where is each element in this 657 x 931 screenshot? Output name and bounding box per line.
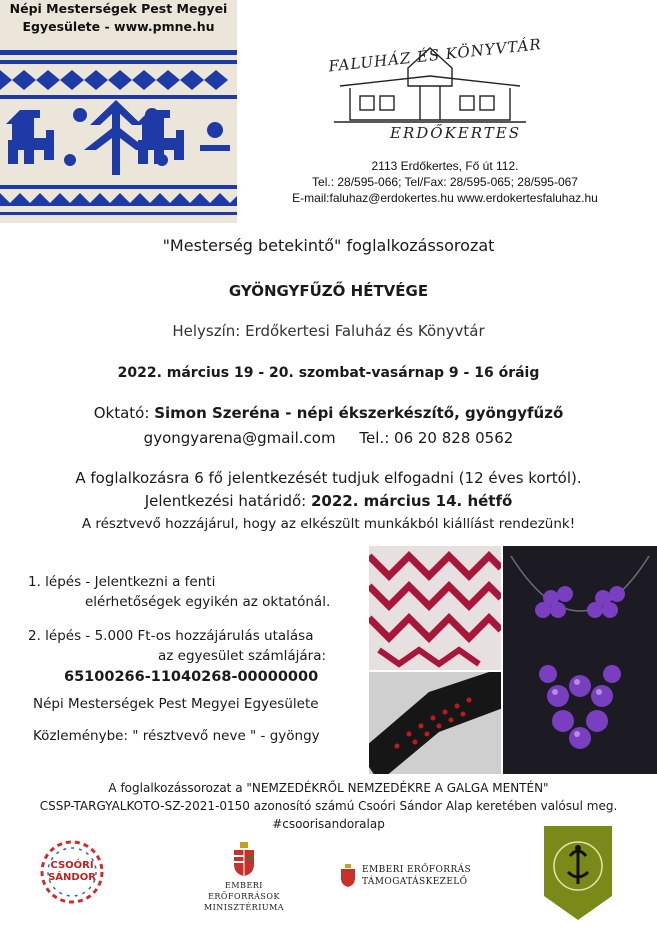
csoori-sandor-logo bbox=[38, 838, 106, 906]
instructor-label: Oktató: bbox=[93, 404, 155, 422]
photo-beaded-bracelet bbox=[369, 672, 501, 774]
capacity-text: A foglalkozásra 6 fő jelentkezését tudjuk elfogadni (12 éves kortól). bbox=[75, 469, 582, 487]
coat-of-arms-small-icon bbox=[340, 864, 356, 888]
location-text: Helyszín: Erdőkertesi Faluház és Könyvtár bbox=[172, 322, 485, 340]
email-web-text: E-mail:faluhaz@erdokertes.hu www.erdokertesfaluhaz.hu bbox=[292, 191, 598, 205]
hungarian-coat-of-arms-icon bbox=[232, 842, 256, 876]
address-text: 2113 Erdőkertes, Fő út 112. bbox=[371, 159, 519, 173]
emet-logo bbox=[340, 862, 490, 896]
emmi-line2: MINISZTÉRIUMA bbox=[203, 903, 285, 912]
series-title: "Mesterség betekintő" foglalkozássorozat bbox=[162, 236, 495, 255]
footer-line2: CSSP-TARGYALKOTO-SZ-2021-0150 azonosító számú Csoóri Sándor Alap keretében valósul meg. bbox=[39, 799, 618, 813]
consent-text: A résztvevő hozzájárul, hogy az elkészült munkákból kiállíást rendezünk! bbox=[81, 516, 576, 532]
csoori-logo-line1: CSOÓRI bbox=[50, 860, 94, 871]
memo-text: Közleménybe: " résztvevő neve " - gyöngy bbox=[33, 728, 320, 744]
embroidery-banner-image bbox=[0, 0, 237, 223]
deadline-date: 2022. március 14. hétfő bbox=[310, 492, 513, 510]
instructor-name: Simon Szeréna - népi ékszerkészítő, gyöngyfűző bbox=[154, 404, 564, 422]
phone-text: Tel.: 28/595-066; Tel/Fax: 28/595-065; 28/595-067 bbox=[312, 175, 578, 189]
emmi-logo bbox=[188, 842, 300, 912]
photo-beaded-net bbox=[369, 546, 501, 670]
pmne-seal-logo bbox=[544, 826, 612, 920]
logo-subtitle: ERDŐKERTES bbox=[390, 124, 521, 142]
step1-line2: elérhetőségek egyikén az oktatónál. bbox=[85, 594, 331, 610]
logo-title: FALUHÁZ ÉS KÖNYVTÁR bbox=[327, 35, 543, 76]
beadwork-net-image bbox=[369, 546, 501, 670]
date-text: 2022. március 19 - 20. szombat-vasárnap 9 - 16 óráig bbox=[117, 365, 540, 381]
contact-phone: Tel.: 06 20 828 0562 bbox=[359, 429, 514, 447]
deadline-label: Jelentkezési határidő: bbox=[144, 492, 311, 510]
purple-bead-jewellery-image bbox=[503, 546, 657, 774]
banner-title: Népi Mesterségek Pest Megyei bbox=[9, 1, 228, 16]
beadwork-bracelet-image bbox=[369, 672, 501, 774]
step2-line1: 2. lépés - 5.000 Ft-os hozzájárulás utalása bbox=[28, 628, 314, 644]
emmi-line1: EMBERI ERŐFORRÁSOK bbox=[208, 881, 280, 901]
contact-email[interactable]: gyongyarena@gmail.com bbox=[143, 429, 336, 447]
bank-account: 65100266-11040268-00000000 bbox=[64, 669, 319, 685]
contact-line bbox=[0, 429, 657, 447]
deadline-line bbox=[0, 492, 657, 510]
csoori-logo-line2: SÁNDOR bbox=[48, 872, 96, 883]
step1-line1: 1. lépés - Jelentkezni a fenti bbox=[28, 574, 216, 590]
association-name: Népi Mesterségek Pest Megyei Egyesülete bbox=[33, 696, 319, 712]
footer-hashtag: #csoorisandoralap bbox=[272, 817, 385, 831]
step2-line2: az egyesület számlájára: bbox=[158, 648, 327, 664]
faluhaz-logo bbox=[320, 35, 550, 148]
event-title: GYÖNGYFŰZŐ HÉTVÉGE bbox=[228, 282, 429, 300]
photo-purple-jewellery bbox=[503, 546, 657, 774]
emet-line2: TÁMOGATÁSKEZELŐ bbox=[362, 877, 468, 887]
banner-website: Egyesülete - www.pmne.hu bbox=[22, 19, 215, 34]
emet-line1: EMBERI ERŐFORRÁS bbox=[362, 865, 472, 875]
instructor-line bbox=[0, 404, 657, 422]
association-seal-icon bbox=[544, 826, 612, 920]
footer-line1: A foglalkozássorozat a "NEMZEDÉKRŐL NEMZEDÉKRE A GALGA MENTÉN" bbox=[108, 781, 549, 795]
